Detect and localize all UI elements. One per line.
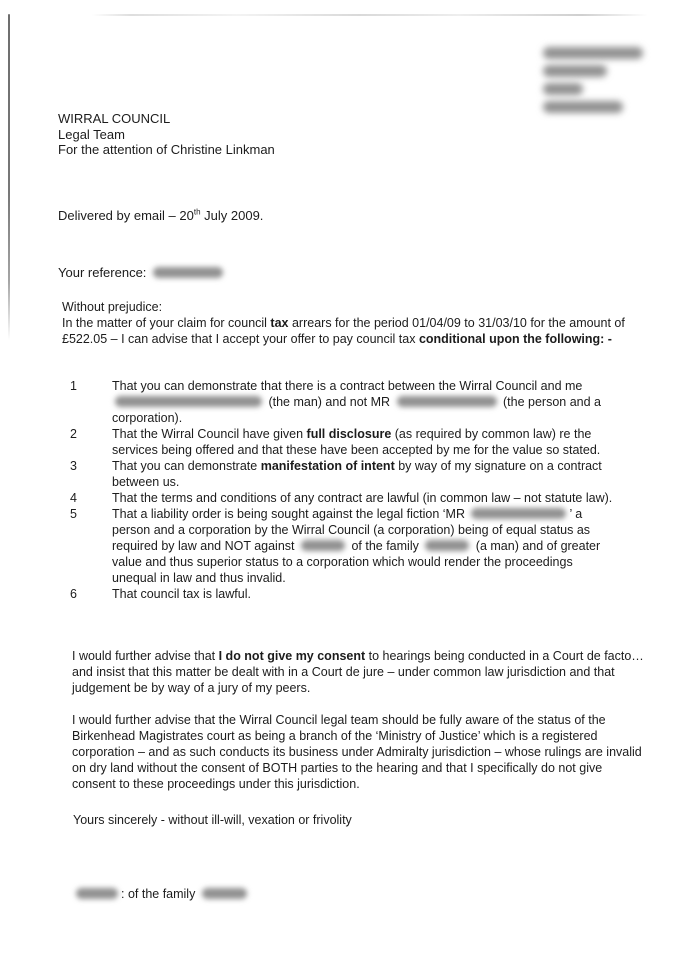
sender-address-redacted xyxy=(543,47,653,119)
conditions-list xyxy=(70,378,618,602)
condition-text: That council tax is lawful. xyxy=(112,587,251,601)
redacted-text xyxy=(425,540,469,551)
redacted-address-line-2 xyxy=(543,65,607,77)
redacted-text xyxy=(202,888,247,899)
redacted-address-line-3 xyxy=(543,83,583,95)
condition-number: 5 xyxy=(70,507,77,521)
recipient-line: For the attention of Christine Linkman xyxy=(58,142,275,157)
condition-item xyxy=(70,378,618,426)
condition-item xyxy=(70,458,618,490)
redacted-text xyxy=(397,396,497,407)
condition-number: 2 xyxy=(70,427,77,441)
condition-text: That a liability order is being sought against the legal fiction ‘MR ’ a person and a corporation by the Wirral Council (a corporation) being of equal status as required by law and NOT against of the family (a man) and of greater value and thus superior status to a corporation which would render the proceedings unequal in law and thus invalid. xyxy=(112,507,601,585)
condition-number: 4 xyxy=(70,491,77,505)
reference-line: Your reference: xyxy=(58,265,226,281)
status-paragraph: I would further advise that the Wirral Council legal team should be fully aware of the status of the Birkenhead Magistrates court as being a branch of the ‘Ministry of Justice’ which is a registered corporation – and as such conducts its business under Admiralty jurisdiction – whose rulings are invalid on dry land without the consent of BOTH parties to the hearing and that I specifically do not give consent to these proceedings under this jurisdiction. xyxy=(72,713,642,791)
redacted-address-line-4 xyxy=(543,101,623,113)
redacted-text xyxy=(153,267,223,278)
closing-line: Yours sincerely - without ill-will, vexation or frivolity xyxy=(73,813,352,827)
condition-item xyxy=(70,506,618,586)
condition-item xyxy=(70,586,618,602)
redacted-text xyxy=(76,888,118,899)
delivery-line: Delivered by email – 20th July 2009. xyxy=(58,207,264,223)
condition-number: 3 xyxy=(70,459,77,473)
condition-text: That the terms and conditions of any contract are lawful (in common law – not statute law). xyxy=(112,491,613,505)
condition-text: That the Wirral Council have given full disclosure (as required by common law) re the services being offered and that these have been accepted by me for the value so stated. xyxy=(112,427,601,457)
condition-number: 1 xyxy=(70,379,77,393)
consent-paragraph: I would further advise that I do not give my consent to hearings being conducted in a Court de facto… and insist that this matter be dealt with in a Court de jure – under common law jurisdiction and that judgement be by way of a jury of my peers. xyxy=(72,649,644,695)
redacted-address-line-1 xyxy=(543,47,643,59)
condition-item xyxy=(70,426,618,458)
condition-number: 6 xyxy=(70,587,77,601)
recipient-line: WIRRAL COUNCIL xyxy=(58,111,171,126)
redacted-text xyxy=(471,508,566,519)
scan-edge-artifact-vertical xyxy=(8,14,10,340)
condition-text: That you can demonstrate that there is a contract between the Wirral Council and me (the man) and not MR (the person and a corporation). xyxy=(112,379,601,425)
recipient-block xyxy=(58,111,275,158)
recipient-line: Legal Team xyxy=(58,126,125,142)
signature-line: : of the family xyxy=(73,886,250,902)
condition-item xyxy=(70,490,618,506)
redacted-text xyxy=(115,396,262,407)
condition-text: That you can demonstrate manifestation of intent by way of my signature on a contract between us. xyxy=(112,459,602,489)
intro-paragraph: In the matter of your claim for council tax arrears for the period 01/04/09 to 31/03/10 for the amount of £522.05 – I can advise that I accept your offer to pay council tax conditional upon the following: - xyxy=(62,316,625,346)
scan-edge-artifact-horizontal xyxy=(92,14,648,16)
without-prejudice-line: Without prejudice: xyxy=(62,300,163,314)
redacted-text xyxy=(301,540,345,551)
intro-section xyxy=(62,299,642,347)
